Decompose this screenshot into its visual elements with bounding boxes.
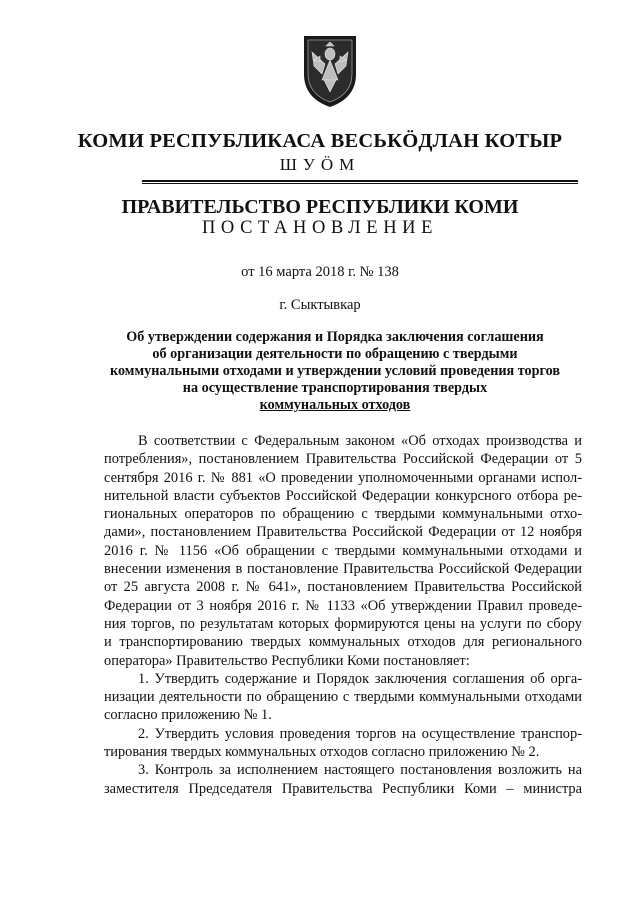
title-line: на осуществление транспортирования твердых [182,380,488,396]
government-header: ПРАВИТЕЛЬСТВО РЕСПУБЛИКИ КОМИ [121,196,519,218]
title-line-underlined: коммунальных отходов [259,397,411,413]
title-line: Об утверждении содержания и Порядка заключения соглашения [126,329,544,345]
date-and-number: от 16 марта 2018 г. № 138 [241,264,399,280]
title-line: коммунальными отходами и утверждении условий проведения торгов [109,363,561,379]
komi-republic-header: КОМИ РЕСПУБЛИКАСА ВЕСЬКӦДЛАН КОТЫР [77,130,563,152]
komi-coat-of-arms-icon [300,30,360,110]
body-line: ния торгов, по результатам которых формируются цены на услуги по сбору [104,615,582,632]
body-line: нительной власти субъектов Российской Федерации конкурсного отбора ре- [104,487,582,504]
resolution-title [100,329,570,414]
body-line: потребления», постановлением Правительства Российской Федерации от 5 [104,451,582,468]
resolution-body [104,432,582,798]
city: г. Сыктывкар [279,297,361,313]
body-line: внесении изменения в постановление Правительства Российской Федерации [104,561,582,578]
body-line: гиональных операторов по обращению с твердыми коммунальными отхо- [104,506,582,523]
header-divider [142,180,578,184]
body-line: 1. Утвердить содержание и Порядок заключения соглашения об орга- [138,670,582,687]
body-line: согласно приложению № 1. [104,707,272,724]
body-line: В соответствии с Федеральным законом «Об отходах производства и [138,433,582,449]
body-line: 2. Утвердить условия проведения торгов на осуществление транспор- [138,725,582,742]
body-line: и транспортированию твердых коммунальных отходов для регионального [104,634,582,651]
body-line: от 25 августа 2008 г. № 641», постановлением Правительства Российской [104,579,582,596]
body-line: 3. Контроль за исполнением настоящего постановления возложить на [138,762,582,779]
document-type: ПОСТАНОВЛЕНИЕ [201,218,439,238]
body-line: 2016 г. № 1156 «Об обращении с твердыми коммунальными отходами и [104,542,582,559]
komi-document-type: ШУӦМ [279,155,361,174]
body-line: сентября 2016 г. № 881 «О проведении уполномоченными органами испол- [104,469,582,486]
body-line: заместителя Председателя Правительства Республики Коми – министра [104,780,582,797]
body-line: тирования твердых коммунальных отходов согласно приложению № 2. [104,744,540,761]
body-line: оператора» Правительство Республики Коми постановляет: [104,652,470,669]
body-line: низации деятельности по обращению с твердыми коммунальными отходами [104,689,582,706]
body-line: Федерации от 3 ноября 2016 г. № 1133 «Об утверждении Правил проведе- [104,597,582,614]
title-line: об организации деятельности по обращению с твердыми [152,346,518,362]
body-line: дами», постановлением Правительства Российской Федерации от 12 ноября [104,524,582,541]
